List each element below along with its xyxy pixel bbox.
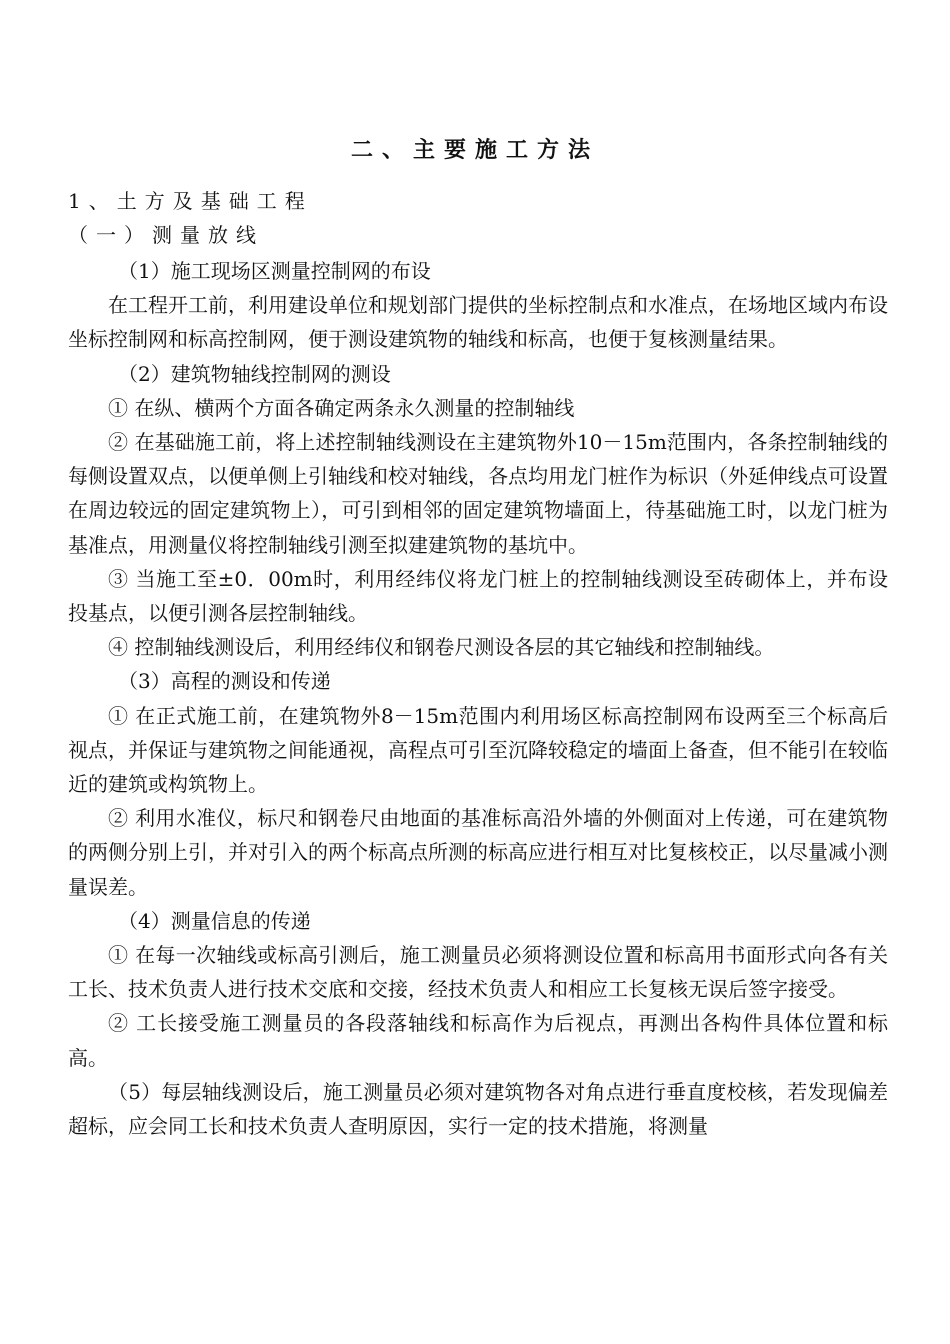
paragraph-item: ② 在基础施工前，将上述控制轴线测设在主建筑物外10－15m范围内，各条控制轴线的每侧设置双点，以便单侧上引轴线和校对轴线，各点均用龙门桩作为标识（外延伸线点可设置在周边较远的固定建筑物上），可引到相邻的固定建筑物墙面上，待基础施工时，以龙门桩为基准点，用测量仪将控制轴线引测至拟建建筑物的基坑中。: [68, 430, 888, 557]
paragraph-item: （2）建筑物轴线控制网的测设: [118, 361, 391, 386]
paragraph-item: ③ 当施工至±0．00m时，利用经纬仪将龙门桩上的控制轴线测设至砖砌体上，并布设投基点，以便引测各层控制轴线。: [68, 566, 888, 626]
paragraph-item: 在工程开工前，利用建设单位和规划部门提供的坐标控制点和水准点，在场地区域内布设坐标控制网和标高控制网，便于测设建筑物的轴线和标高，也便于复核测量结果。: [68, 293, 888, 352]
paragraph-item: ② 利用水准仪，标尺和钢卷尺由地面的基准标高沿外墙的外侧面对上传递，可在建筑物的两侧分别上引，并对引入的两个标高点所测的标高应进行相互对比复核校正，以尽量减小测量误差。: [68, 806, 888, 899]
paragraph-item: ① 在每一次轴线或标高引测后，施工测量员必须将测设位置和标高用书面形式向各有关工长、技术负责人进行技术交底和交接，经技术负责人和相应工长复核无误后签字接受。: [68, 943, 888, 1002]
paragraph-item: ② 工长接受施工测量员的各段落轴线和标高作为后视点，再测出各构件具体位置和标高。: [68, 1011, 888, 1070]
paragraph-item: ① 在纵、横两个方面各确定两条永久测量的控制轴线: [108, 395, 575, 420]
document-body: [68, 254, 888, 1143]
paragraph-item: ① 在正式施工前，在建筑物外8－15m范围内利用场区标高控制网布设两至三个标高后视点，并保证与建筑物之间能通视，高程点可引至沉降较稳定的墙面上备查，但不能引在较临近的建筑或构筑物上。: [68, 703, 888, 797]
paragraph-item: （5）每层轴线测设后，施工测量员必须对建筑物各对角点进行垂直度校核，若发现偏差超标，应会同工长和技术负责人查明原因，实行一定的技术措施，将测量: [68, 1079, 888, 1139]
page-title: 二、主要施工方法: [350, 137, 599, 163]
subsection-heading: （一）测量放线: [68, 223, 264, 247]
paragraph-item: （1）施工现场区测量控制网的布设: [118, 259, 431, 283]
paragraph-item: ④ 控制轴线测设后，利用经纬仪和钢卷尺测设各层的其它轴线和控制轴线。: [108, 635, 775, 660]
section-heading: 1、土方及基础工程: [68, 189, 313, 213]
paragraph-item: （4）测量信息的传递: [118, 908, 311, 933]
paragraph-item: （3）高程的测设和传递: [118, 669, 331, 694]
